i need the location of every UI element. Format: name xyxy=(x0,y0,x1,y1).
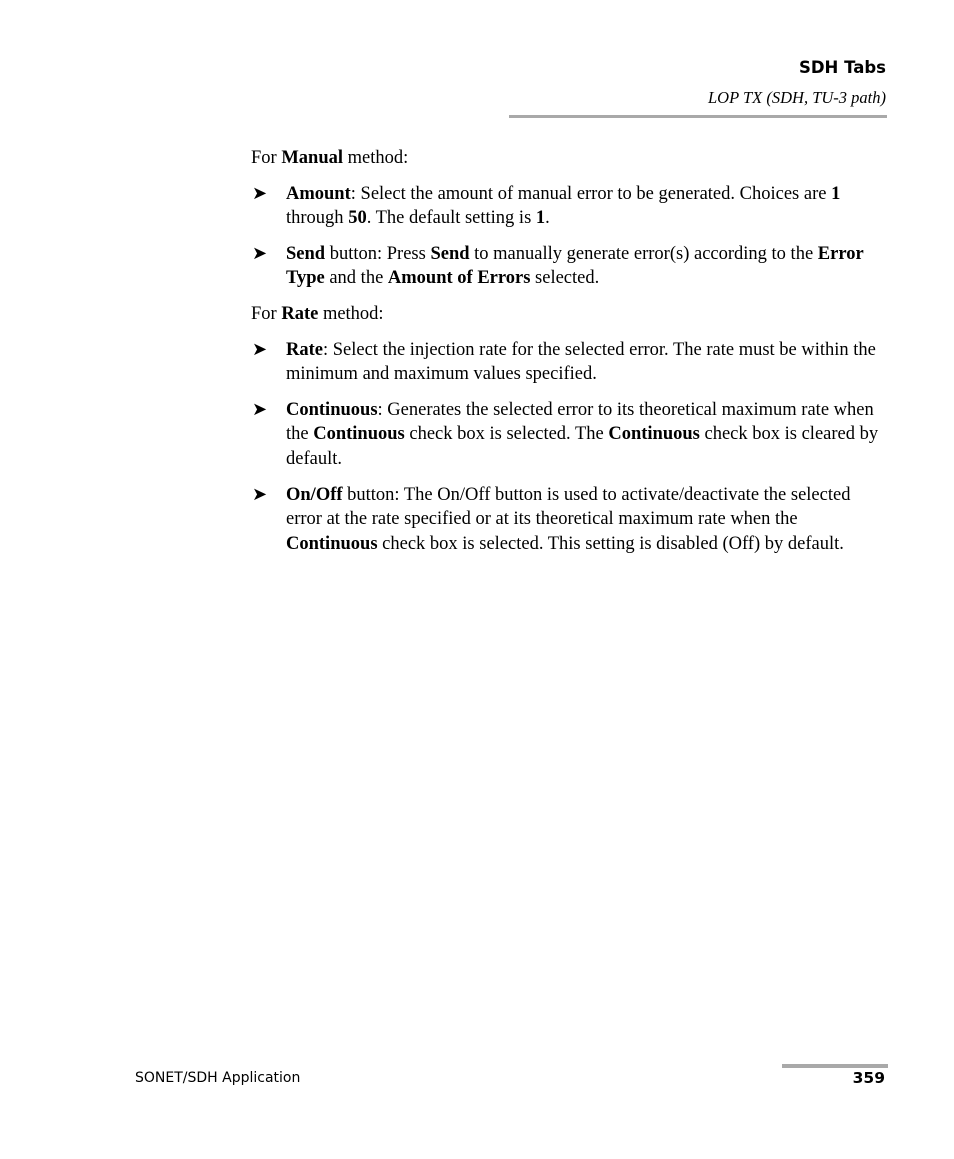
bullet-arrow-icon: ➤ xyxy=(252,338,268,360)
page-subtitle: LOP TX (SDH, TU-3 path) xyxy=(708,88,886,107)
bullet-amount: ➤ Amount: Select the amount of manual error to be generated. Choices are 1 through 50. The default setting is 1. xyxy=(252,182,841,229)
bullet-send: ➤ Send button: Press Send to manually generate error(s) according to the Error Type and the Amount of Errors selected. xyxy=(252,242,864,289)
bullet-onoff: ➤ On/Off button: The On/Off button is used to activate/deactivate the selected error at the rate specified or at its theoretical maximum rate when the Continuous check box is selected. This setting is disabled (Off) by default. xyxy=(252,483,851,554)
page-section-title: SDH Tabs xyxy=(798,58,886,77)
bullet-arrow-icon: ➤ xyxy=(252,398,268,420)
body-content xyxy=(251,146,881,567)
header-divider xyxy=(509,115,887,118)
bullet-continuous: ➤ Continuous: Generates the selected error to its theoretical maximum rate when the Continuous check box is selected. The Continuous check box is cleared by default. xyxy=(252,398,879,469)
page-number: 359 xyxy=(852,1069,885,1087)
bullet-rate: ➤ Rate: Select the injection rate for the selected error. The rate must be within the minimum and maximum values specified. xyxy=(252,338,876,385)
bullet-arrow-icon: ➤ xyxy=(252,242,268,264)
bullet-arrow-icon: ➤ xyxy=(252,182,268,204)
footer-document-title: SONET/SDH Application xyxy=(135,1070,301,1086)
footer-divider xyxy=(782,1064,888,1068)
rate-method-intro: For Rate method: xyxy=(251,303,384,324)
bullet-arrow-icon: ➤ xyxy=(252,483,268,505)
manual-method-intro: For Manual method: xyxy=(251,148,409,168)
